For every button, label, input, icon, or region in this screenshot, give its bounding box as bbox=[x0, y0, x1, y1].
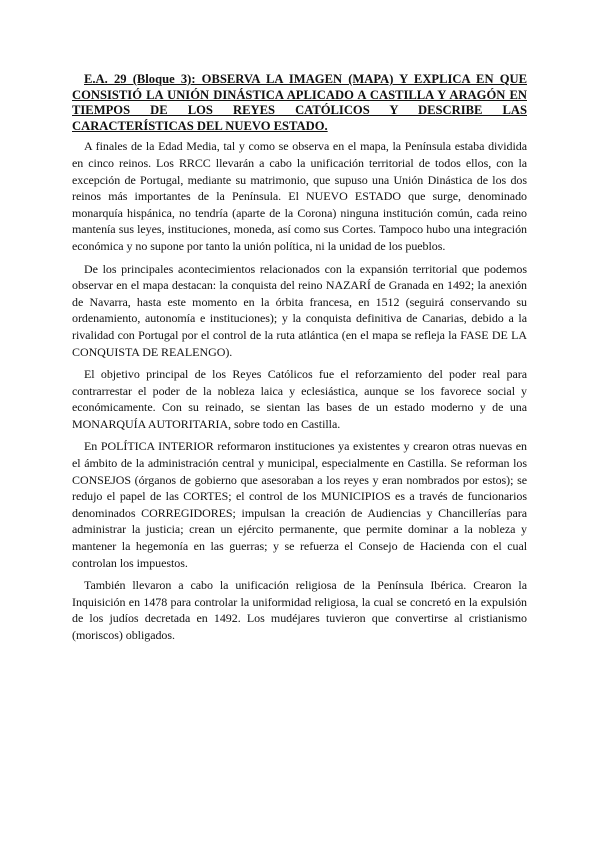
paragraph-unificacion-religiosa: También llevaron a cabo la unificación religiosa de la Península Ibérica. Crearon la Inquisición en 1478 para controlar la uniformidad religiosa, la cual se concretó en la expulsión de los judíos decretada en 1492. Los mudéjares tuvieron que convertirse al cristianismo (moriscos) obligados. bbox=[72, 578, 527, 642]
document-page bbox=[72, 72, 527, 650]
paragraph-expansion-territorial: De los principales acontecimientos relacionados con la expansión territorial que podemos observar en el mapa destacan: la conquista del reino NAZARÍ de Granada en 1492; la anexión de Navarra, hasta este momento en la órbita francesa, en 1512 (seguirá conservando su ordenamiento, autonomía e instituciones); y la conquista definitiva de Canarias, debido a la rivalidad con Portugal por el control de la ruta atlántica (en el mapa se refleja la FASE DE LA CONQUISTA DE REALENGO). bbox=[72, 261, 527, 359]
paragraph-politica-interior: En POLÍTICA INTERIOR reformaron instituciones ya existentes y crearon otras nuevas en el ámbito de la administración central y municipal, especialmente en Castilla. Se reforman los CONSEJOS (órganos de gobierno que asesoraban a los reyes y eran nombrados por estos); se redujo el papel de las CORTES; el control de los MUNICIPIOS es a través de funcionarios denominados CORREGIDORES; impulsan la creación de Audiencias y Chancillerías para administrar la justicia; crean un ejército permanente, que permite dominar a la nobleza y mantener la hegemonía en las guerras; y se refuerza el Consejo de Hacienda con el cual controlan los impuestos. bbox=[72, 439, 527, 570]
document-heading: E.A. 29 (Bloque 3): OBSERVA LA IMAGEN (MAPA) Y EXPLICA EN QUE CONSISTIÓ LA UNIÓN DINÁSTICA APLICADO A CASTILLA Y ARAGÓN EN TIEMPOS DE LOS REYES CATÓLICOS Y DESCRIBE LAS CARACTERÍSTICAS DEL NUEVO ESTADO. bbox=[72, 72, 527, 133]
paragraph-monarquia-autoritaria: El objetivo principal de los Reyes Católicos fue el reforzamiento del poder real para contrarrestar el poder de la nobleza laica y eclesiástica, aunque se los favorece social y económicamente. Con su reinado, se sientan las bases de un estado moderno y de una MONARQUÍA AUTORITARIA, sobre todo en Castilla. bbox=[72, 367, 527, 431]
paragraph-intro-union-dinastica: A finales de la Edad Media, tal y como se observa en el mapa, la Península estaba dividida en cinco reinos. Los RRCC llevarán a cabo la unificación territorial de todos ellos, con la excepción de Portugal, mediante su matrimonio, que supuso una Unión Dinástica de los dos reinos más importantes de la Península. El NUEVO ESTADO que surge, denominado monarquía hispánica, no tendría (aparte de la Corona) ninguna institución común, cada reino mantenía sus leyes, instituciones, moneda, así como sus Cortes. Tampoco hubo una integración económica y no supone por tanto la unión política, ni la unidad de los pueblos. bbox=[72, 139, 527, 253]
